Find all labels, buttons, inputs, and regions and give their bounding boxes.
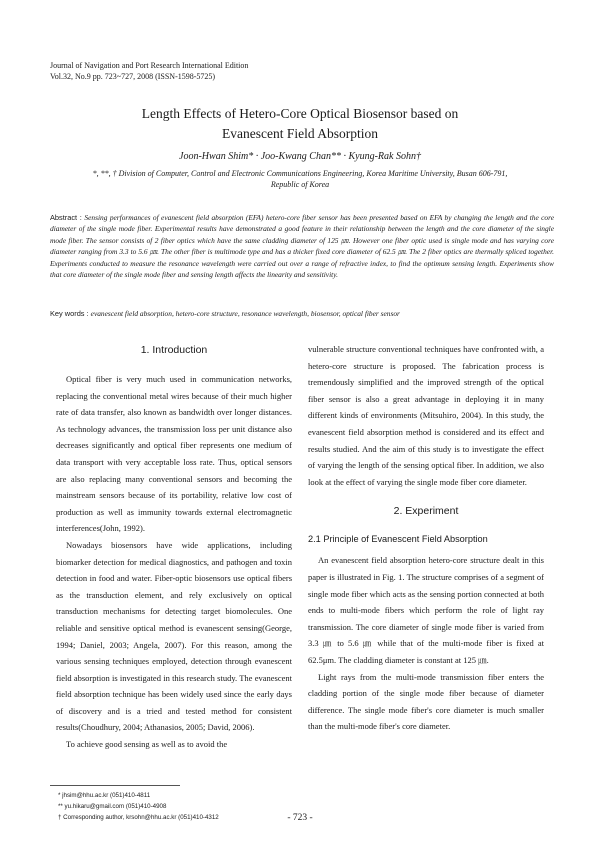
intro-paragraph-2: Nowadays biosensors have wide applications, including biomarker detection for medical diagnostics, and pathogen and toxin detection in food and water. Fiber-optic biosensors use optical fibers as the transduction element, and rely exclusively on optical transduction mechanisms for detecting target biomolecules. One reliable and sensitive optical method is evanescent sensing(George, 1994; Daniel, 2003; Angela, 2007). For this reason, among the various sensing techniques employed, detection through evanescent field absorption is investigated in this research study. The evanescent field absorption technique has been widely used since the early days of discovery and is a tried and tested method for consistent results(Choudhury, 2004; Athanasios, 2005; David, 2006). [56, 539, 292, 733]
affiliation-line-1: *, **, † Division of Computer, Control and Electronic Communications Engineering, Korea Maritime University, Busan 606-791, [92, 169, 508, 178]
right-column [308, 341, 544, 735]
intro-paragraph-1: Optical fiber is very much used in communication networks, replacing the conventional metal wires because of their much higher rate of data transfer, also known as bandwidth over longer distances. As technology advances, the transmission loss per unit distance also decreases significantly and optical fiber represents one medium of data transport with very acceptable loss rate. Thus, optical sensors are also replacing many conventional sensors and becoming the mainstream sensors because of its portability, relative low cost of production as well as immunity towards external electromagnetic interferences(John, 1992). [56, 374, 292, 534]
affiliation-line-2: Republic of Korea [270, 180, 330, 189]
intro-paragraph-continued: vulnerable structure conventional techniques have confronted with, a hetero-core structure is proposed. The fabrication process is tremendously simplified and the improved strength of the optical fiber sensor is also a great advantage in deploying it in many different kinds of environments (Mitsuhiro, 2004). In this study, the evanescent field absorption method is considered and its effect and results studied. And the aim of this study is to investigate the effect of varying the length of the sensing optical fiber. In addition, we also look at the effect of varying the single mode fiber core diameter. [308, 344, 544, 487]
subsection-heading-principle: 2.1 Principle of Evanescent Field Absorption [308, 534, 488, 545]
experiment-paragraph-2: Light rays from the multi-mode transmission fiber enters the cladding portion of the single mode fiber because of diameter difference. The single mode fiber's core diameter is much smaller than the multi-mode fiber's core diameter. [308, 671, 544, 732]
abstract-label: Abstract : [50, 213, 85, 222]
footnote-divider [50, 785, 180, 786]
journal-volume: Vol.32, No.9 pp. 723~727, 2008 (ISSN-1598-5725) [50, 72, 216, 81]
footnote-2: ** yu.hikaru@gmail.com (051)410-4908 [58, 803, 167, 810]
section-heading-experiment: 2. Experiment [393, 505, 459, 518]
page-number: - 723 - [287, 813, 313, 823]
keywords [50, 309, 554, 318]
paper-title [30, 104, 570, 144]
author-list: Joon-Hwan Shim* · Joo-Kwang Chan** · Kyung-Rak Sohn† [179, 151, 421, 162]
keywords-label: Key words : [50, 309, 91, 318]
affiliation [70, 168, 530, 190]
journal-header [50, 60, 248, 82]
left-column [56, 343, 292, 753]
keywords-text: evanescent field absorption, hetero-core structure, resonance wavelength, biosensor, optical fiber sensor [90, 309, 400, 318]
abstract-text: Sensing performances of evanescent field absorption (EFA) hetero-core fiber sensor has been presented based on EFA by changing the length and the core diameter of the single mode fiber. Experimental results have demonstrated a good feature in their relationship between the length and the core diameter of the single mode fiber. The sensor consists of 2 fiber optics which have the same cladding diameter of 125 ㎛. However one fiber optic used is single mode and has varying core diameter ranging from 3.3 to 5.6 ㎛. The other fiber is multimode type and has a thicker fixed core diameter of 62.5 ㎛. The 2 fiber optics are thermally spliced together. Experiments conducted to measure the resonance wavelength were carried out over a range of refractive index, to find the optimum sensing length. Experiments show that core diameter of the single mode fiber and sensing length affects the linearity and sensitivity. [50, 213, 554, 280]
intro-paragraph-3: To achieve good sensing as well as to avoid the [66, 739, 228, 750]
journal-name: Journal of Navigation and Port Research International Edition [50, 61, 249, 70]
title-line-1: Length Effects of Hetero-Core Optical Biosensor based on [141, 106, 459, 121]
experiment-paragraph-1: An evanescent field absorption hetero-core structure dealt in this paper is illustrated in Fig. 1. The structure comprises of a segment of single mode fiber which acts as the sensing portion connected at both ends to multi-mode fibers which perform the role of light ray transmission. The core diameter of single mode fiber is varied from 3.3 ㎛ to 5.6 ㎛ while that of the multi-mode fiber is fixed at 62.5μm. The cladding diameter is constant at 125 ㎛. [308, 555, 544, 665]
footnote-1: * jhsim@hhu.ac.kr (051)410-4811 [58, 792, 151, 799]
section-heading-introduction: 1. Introduction [140, 344, 208, 356]
abstract [50, 212, 554, 280]
footnote-3: † Corresponding author, krsohn@hhu.ac.kr (051)410-4312 [58, 814, 219, 821]
title-line-2: Evanescent Field Absorption [222, 126, 378, 141]
